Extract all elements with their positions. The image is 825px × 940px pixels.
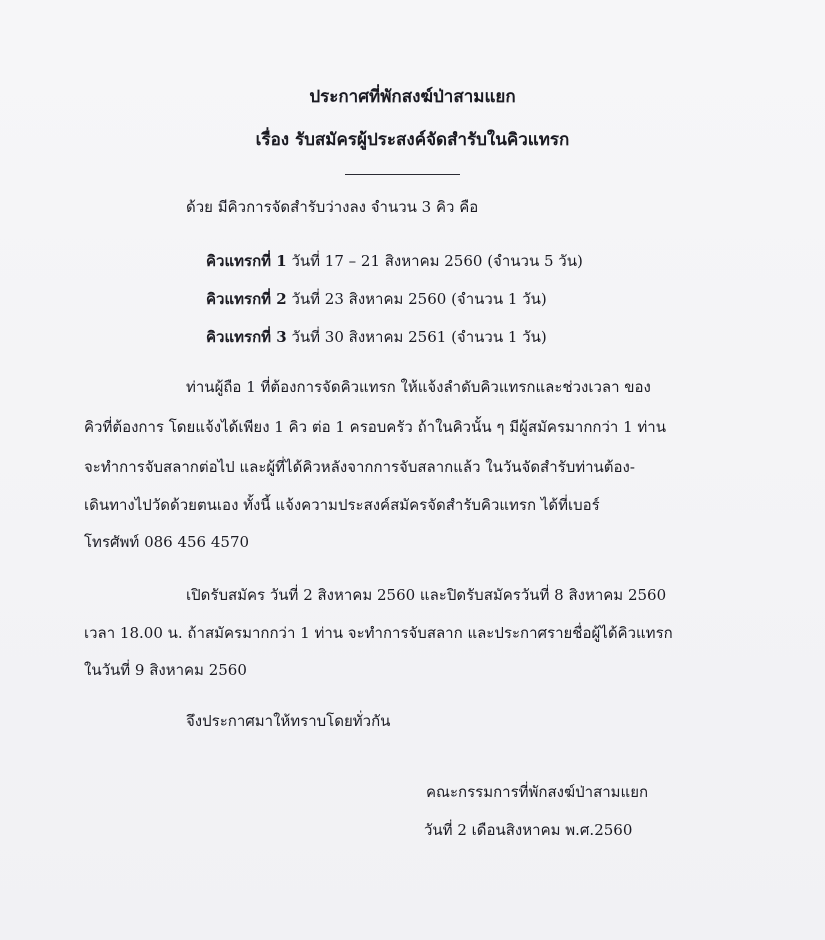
paragraph-2-line-2: เวลา 18.00 น. ถ้าสมัครมากกว่า 1 ท่าน จะทำการจับสลาก และประกาศรายชื่อผู้ได้คิวแทรก — [84, 624, 673, 642]
slot-1 — [206, 250, 583, 272]
paragraph-2-line-1: เปิดรับสมัคร วันที่ 2 สิงหาคม 2560 และปิดรับสมัครวันที่ 8 สิงหาคม 2560 — [186, 586, 667, 604]
slot-2 — [206, 288, 547, 310]
title-divider — [345, 174, 460, 175]
paragraph-1-line-5: โทรศัพท์ 086 456 4570 — [84, 533, 250, 551]
signature-date: วันที่ 2 เดือนสิงหาคม พ.ศ.2560 — [424, 821, 633, 839]
slot-1-detail: วันที่ 17 – 21 สิงหาคม 2560 (จำนวน 5 วัน) — [286, 252, 583, 270]
paragraph-1-line-1: ท่านผู้ถือ 1 ที่ต้องการจัดคิวแทรก ให้แจ้งลำดับคิวแทรกและช่วงเวลา ของ — [186, 378, 651, 396]
slot-2-detail: วันที่ 23 สิงหาคม 2560 (จำนวน 1 วัน) — [286, 290, 547, 308]
slot-1-label: คิวแทรกที่ 1 — [206, 252, 287, 270]
closing-text: จึงประกาศมาให้ทราบโดยทั่วกัน — [186, 712, 391, 730]
slot-2-label: คิวแทรกที่ 2 — [206, 290, 287, 308]
announcement-subject: เรื่อง รับสมัครผู้ประสงค์จัดสำรับในคิวแทรก — [255, 130, 570, 150]
paragraph-1-line-2: คิวที่ต้องการ โดยแจ้งได้เพียง 1 คิว ต่อ 1 ครอบครัว ถ้าในคิวนั้น ๆ มีผู้สมัครมากกว่า 1 ท่าน — [84, 418, 666, 436]
announcement-title: ประกาศที่พักสงฆ์ป่าสามแยก — [309, 87, 516, 107]
slot-3-label: คิวแทรกที่ 3 — [206, 328, 287, 346]
slot-3 — [206, 326, 547, 348]
paragraph-2-line-3: ในวันที่ 9 สิงหาคม 2560 — [84, 661, 247, 679]
paragraph-1-line-3: จะทำการจับสลากต่อไป และผู้ที่ได้คิวหลังจากการจับสลากแล้ว ในวันจัดสำรับท่านต้อง- — [84, 458, 635, 476]
slot-3-detail: วันที่ 30 สิงหาคม 2561 (จำนวน 1 วัน) — [286, 328, 547, 346]
signature-org: คณะกรรมการที่พักสงฆ์ป่าสามแยก — [426, 783, 649, 801]
intro-text: ด้วย มีคิวการจัดสำรับว่างลง จำนวน 3 คิว คือ — [186, 198, 479, 216]
paragraph-1-line-4: เดินทางไปวัดด้วยตนเอง ทั้งนี้ แจ้งความประสงค์สมัครจัดสำรับคิวแทรก ได้ที่เบอร์ — [84, 496, 600, 514]
